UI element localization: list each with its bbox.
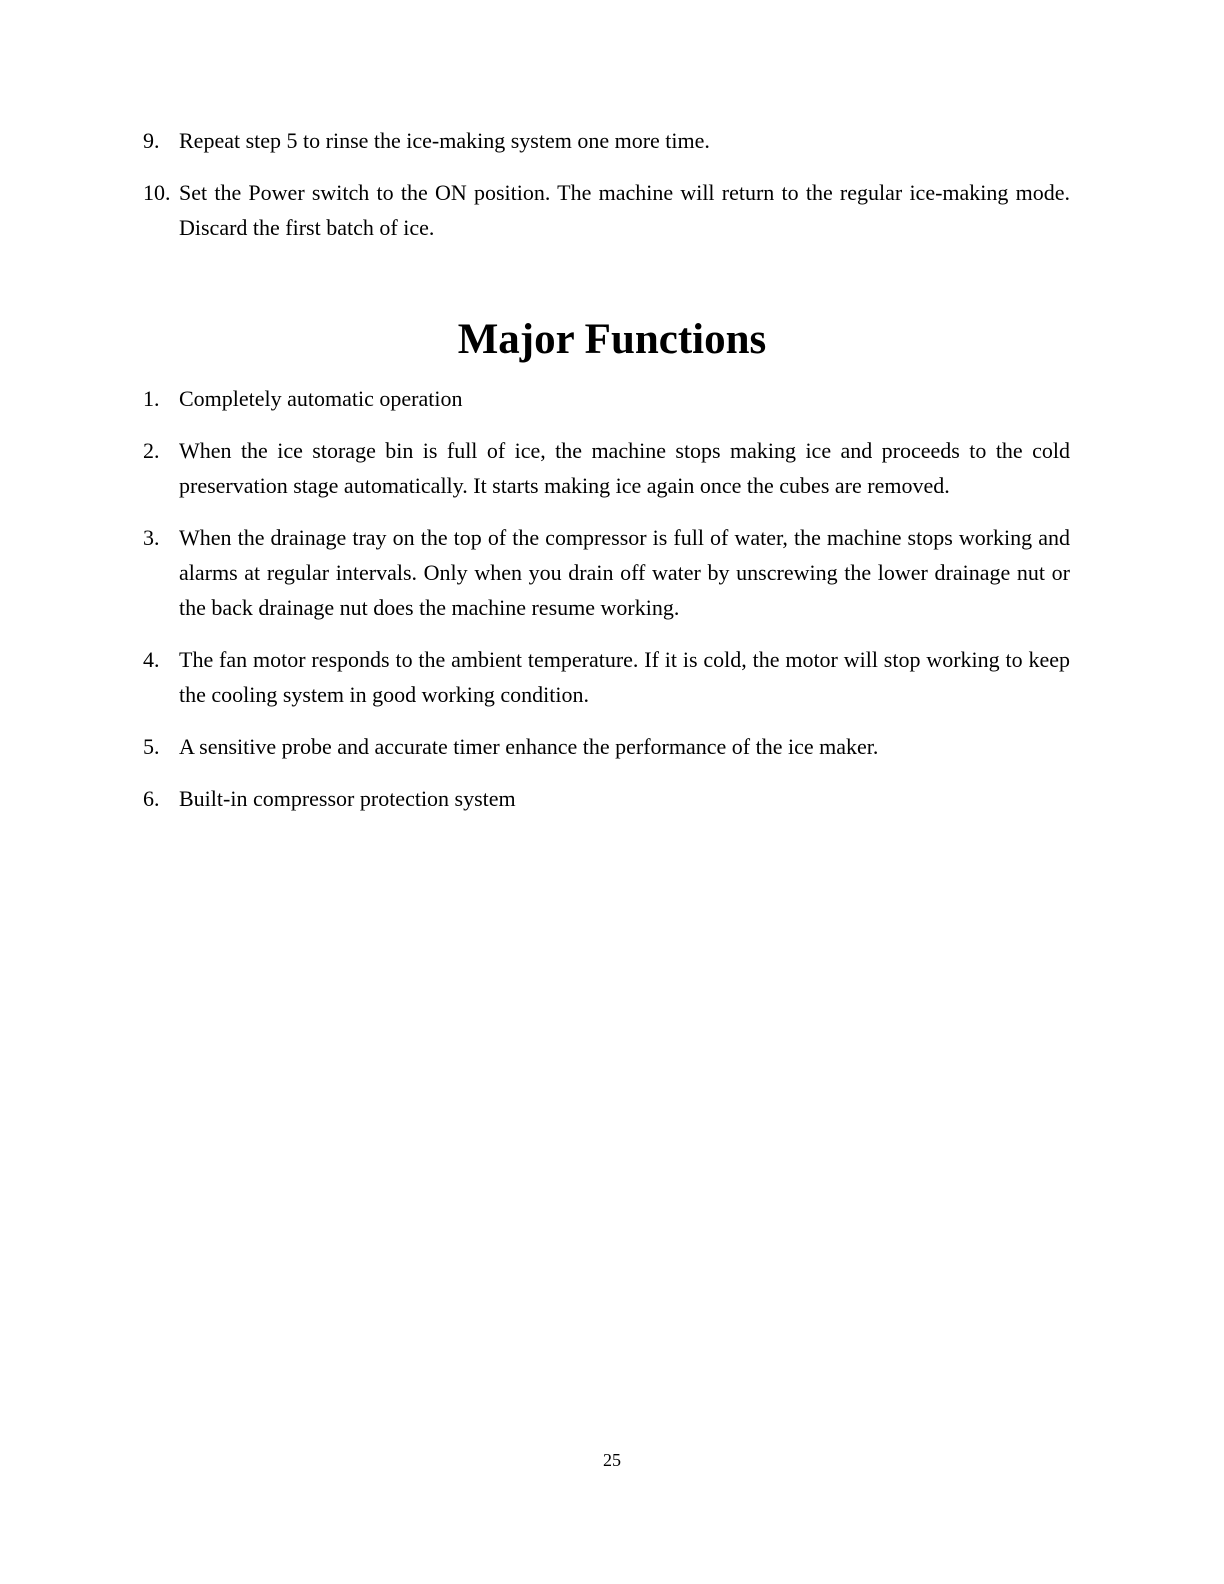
- major-functions-list: [143, 381, 1070, 833]
- section-title: Major Functions: [457, 316, 767, 363]
- item-number: 5.: [143, 734, 160, 759]
- item-text: Completely automatic operation: [179, 386, 463, 411]
- page-number: 25: [603, 1450, 621, 1470]
- item-text: Repeat step 5 to rinse the ice-making system one more time.: [179, 128, 710, 153]
- item-number: 6.: [143, 786, 160, 811]
- item-text: When the drainage tray on the top of the compressor is full of water, the machine stops working and alarms at regular intervals. Only when you drain off water by unscrewing the lower drainage nut or the back drainage nut does the machine resume working.: [179, 525, 1070, 620]
- item-text: Set the Power switch to the ON position. The machine will return to the regular ice-making mode. Discard the first batch of ice.: [179, 180, 1070, 240]
- item-number: 10.: [143, 180, 171, 205]
- list-item: [143, 642, 1070, 712]
- item-number: 4.: [143, 647, 160, 672]
- item-number: 1.: [143, 386, 160, 411]
- item-number: 9.: [143, 128, 160, 153]
- item-text: When the ice storage bin is full of ice, the machine stops making ice and proceeds to the cold preservation stage automatically. It starts making ice again once the cubes are removed.: [179, 438, 1070, 498]
- item-number: 2.: [143, 438, 160, 463]
- list-item: [143, 175, 1070, 245]
- list-item: [143, 781, 1070, 816]
- list-item: [143, 433, 1070, 503]
- list-item: [143, 729, 1070, 764]
- list-item: [143, 520, 1070, 625]
- list-item: [143, 123, 1070, 158]
- continued-steps-list: [143, 123, 1070, 262]
- item-text: The fan motor responds to the ambient temperature. If it is cold, the motor will stop working to keep the cooling system in good working condition.: [179, 647, 1070, 707]
- item-number: 3.: [143, 525, 160, 550]
- item-text: Built-in compressor protection system: [179, 786, 516, 811]
- item-text: A sensitive probe and accurate timer enhance the performance of the ice maker.: [179, 734, 879, 759]
- list-item: [143, 381, 1070, 416]
